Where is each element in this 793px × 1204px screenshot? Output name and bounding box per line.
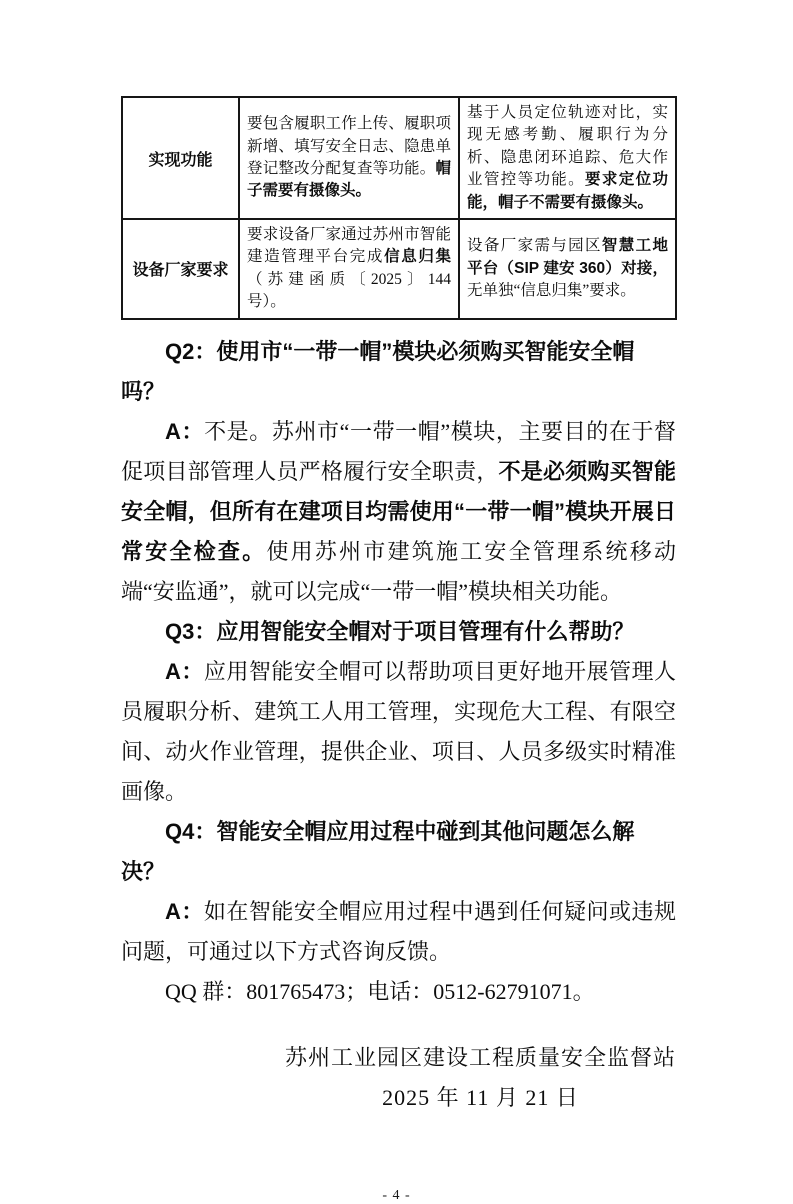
question-q4-heading: Q4：智能安全帽应用过程中碰到其他问题怎么解决？ <box>121 818 635 884</box>
question-q2-heading: Q2：使用市“一带一帽”模块必须购买智能安全帽吗？ <box>121 338 635 404</box>
row-label-vendor <box>122 219 239 319</box>
answer-q4 <box>121 892 676 972</box>
answer-text: 如在智能安全帽应用过程中遇到任何疑问或违规问题，可通过以下方式咨询反馈。 <box>121 898 676 964</box>
answer-q2 <box>121 412 676 612</box>
answer-label: A： <box>165 898 204 924</box>
answer-text: 应用智能安全帽可以帮助项目更好地开展管理人员履职分析、建筑工人用工管理，实现危大工程、有限空间、动火作业管理，提供企业、项目、人员多级实时精准画像。 <box>121 658 676 804</box>
answer-label: A： <box>165 658 204 684</box>
cell-text: （苏建函质〔2025〕144 号）。 <box>247 270 451 311</box>
cell-text-bold: 要求定位功能，帽子不需要有摄像头。 <box>467 171 668 211</box>
spec-table <box>121 96 677 320</box>
question-q3-heading: Q3：应用智能安全帽对于项目管理有什么帮助？ <box>165 618 635 644</box>
vendor-park-cell <box>459 219 676 319</box>
cell-text: 要包含履职工作上传、履职项新增、填写安全日志、隐患单登记整改分配复查等功能。 <box>247 115 451 178</box>
answer-text: 使用苏州市建筑施工安全管理系统移动端“安监通”，就可以完成“一带一帽”模块相关功能。 <box>121 538 676 604</box>
cell-text: 无单独“信息归集”要求。 <box>467 282 636 300</box>
contact-info: QQ 群：801765473；电话：0512-62791071。 <box>165 978 595 1004</box>
cell-text: 设备厂家需与园区 <box>467 237 602 255</box>
cell-text-bold: 帽子需要有摄像头。 <box>247 160 451 200</box>
row-label-text: 设备厂家要求 <box>132 262 229 280</box>
answer-q3 <box>121 652 676 812</box>
table-row-vendor-requirements <box>122 219 676 319</box>
table-row-functions <box>122 97 676 219</box>
answer-text: 不是。苏州市“一带一帽”模块，主要目的在于督促项目部管理人员严格履行安全职责， <box>121 418 677 484</box>
answer-label: A： <box>165 418 205 444</box>
issue-date: 2025 年 11 月 21 日 <box>382 1084 579 1110</box>
functions-park-cell <box>459 97 676 219</box>
row-label-text: 实现功能 <box>148 151 213 169</box>
cell-text-bold: 信息归集 <box>384 248 451 266</box>
closing-signature <box>285 1038 676 1118</box>
cell-text-bold: 智慧工地平台（SIP 建安 360）对接， <box>467 237 668 277</box>
cell-text: 要求设备厂家通过苏州市智能建造管理平台完成 <box>247 226 451 266</box>
row-label-functions <box>122 97 239 219</box>
page-number: - 4 - <box>382 1187 411 1203</box>
vendor-city-cell <box>239 219 459 319</box>
cell-text: 基于人员定位轨迹对比，实现无感考勤、履职行为分析、隐患闭环追踪、危大作业管控等功能。 <box>467 104 668 189</box>
functions-city-cell <box>239 97 459 219</box>
answer-text-bold: 不是必须购买智能安全帽，但所有在建项目均需使用“一带一帽”模块开展日常安全检查。 <box>121 458 676 564</box>
issuing-organization: 苏州工业园区建设工程质量安全监督站 <box>284 1044 676 1070</box>
